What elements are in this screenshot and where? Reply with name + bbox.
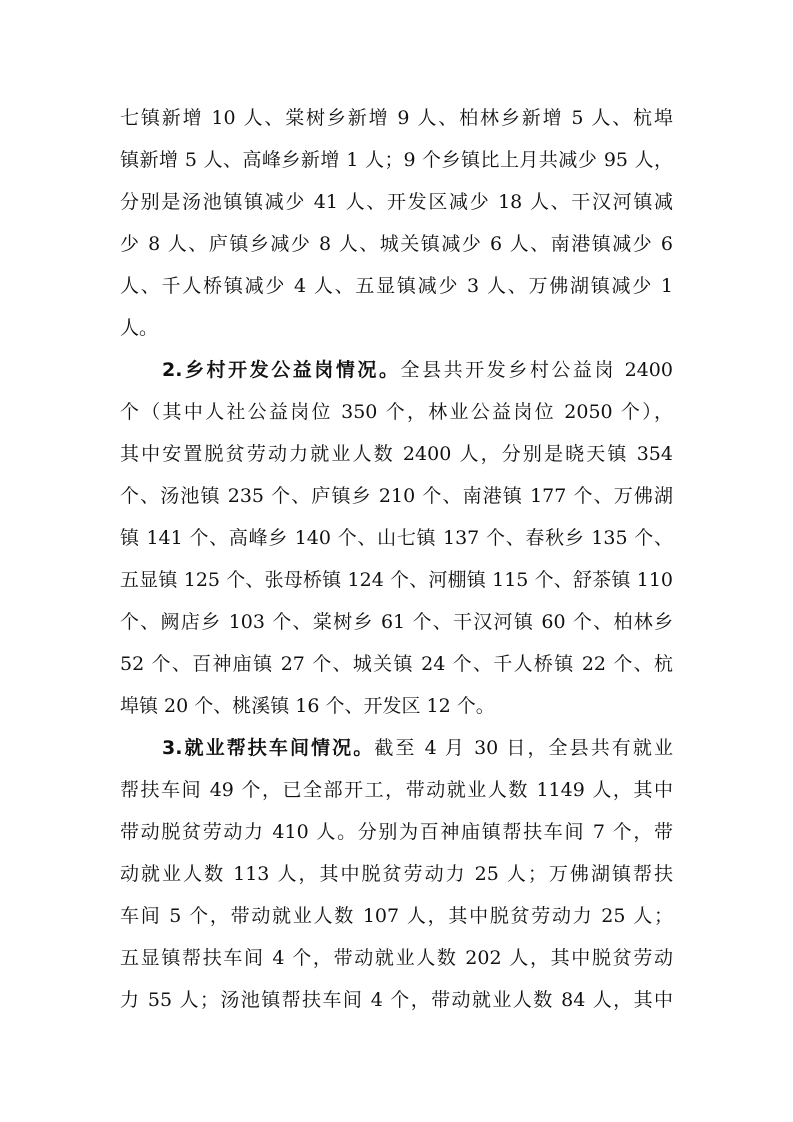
text-line: 车间 5 个，带动就业人数 107 人，其中脱贫劳动力 25 人； (120, 905, 673, 927)
text-line: 个、汤池镇 235 个、庐镇乡 210 个、南港镇 177 个、万佛湖 (120, 485, 673, 507)
text-line: 镇 141 个、高峰乡 140 个、山七镇 137 个、春秋乡 135 个、 (120, 527, 673, 549)
text-line: 个、阙店乡 103 个、棠树乡 61 个、干汉河镇 60 个、柏林乡 (120, 611, 673, 633)
section-3-first-line (162, 735, 673, 761)
text-line: 其中安置脱贫劳动力就业人数 2400 人，分别是晓天镇 354 (120, 443, 673, 465)
text-line: 带动脱贫劳动力 410 人。分别为百神庙镇帮扶车间 7 个，带 (120, 821, 673, 843)
text-line: 力 55 人；汤池镇帮扶车间 4 个，带动就业人数 84 人，其中 (120, 989, 673, 1011)
text-line: 埠镇 20 个、桃溪镇 16 个、开发区 12 个。 (120, 695, 495, 717)
section-2-first-line (162, 357, 673, 383)
text-line: 分别是汤池镇镇减少 41 人、开发区减少 18 人、干汉河镇减 (120, 191, 673, 213)
text-line: 人。 (120, 317, 159, 339)
section-2-heading: 2.乡村开发公益岗情况。 (162, 359, 401, 381)
text-line: 镇新增 5 人、高峰乡新增 1 人；9 个乡镇比上月共减少 95 人， (120, 149, 673, 171)
text-line: 少 8 人、庐镇乡减少 8 人、城关镇减少 6 人、南港镇减少 6 (120, 233, 673, 255)
text-line: 七镇新增 10 人、棠树乡新增 9 人、柏林乡新增 5 人、杭埠 (120, 107, 673, 129)
text-line: 五显镇 125 个、张母桥镇 124 个、河棚镇 115 个、舒茶镇 110 (120, 569, 673, 591)
section-2-intro: 全县共开发乡村公益岗 2400 (400, 359, 673, 381)
text-line: 人、千人桥镇减少 4 人、五显镇减少 3 人、万佛湖镇减少 1 (120, 275, 673, 297)
text-line: 五显镇帮扶车间 4 个，带动就业人数 202 人，其中脱贫劳动 (120, 947, 673, 969)
text-line: 个（其中人社公益岗位 350 个，林业公益岗位 2050 个）， (120, 401, 673, 423)
section-3-heading: 3.就业帮扶车间情况。 (162, 737, 375, 759)
text-line: 帮扶车间 49 个，已全部开工，带动就业人数 1149 人，其中 (120, 779, 673, 801)
text-line: 52 个、百神庙镇 27 个、城关镇 24 个、千人桥镇 22 个、杭 (120, 653, 673, 675)
text-line: 动就业人数 113 人，其中脱贫劳动力 25 人；万佛湖镇帮扶 (120, 863, 673, 885)
section-3-intro: 截至 4 月 30 日，全县共有就业 (374, 737, 673, 759)
